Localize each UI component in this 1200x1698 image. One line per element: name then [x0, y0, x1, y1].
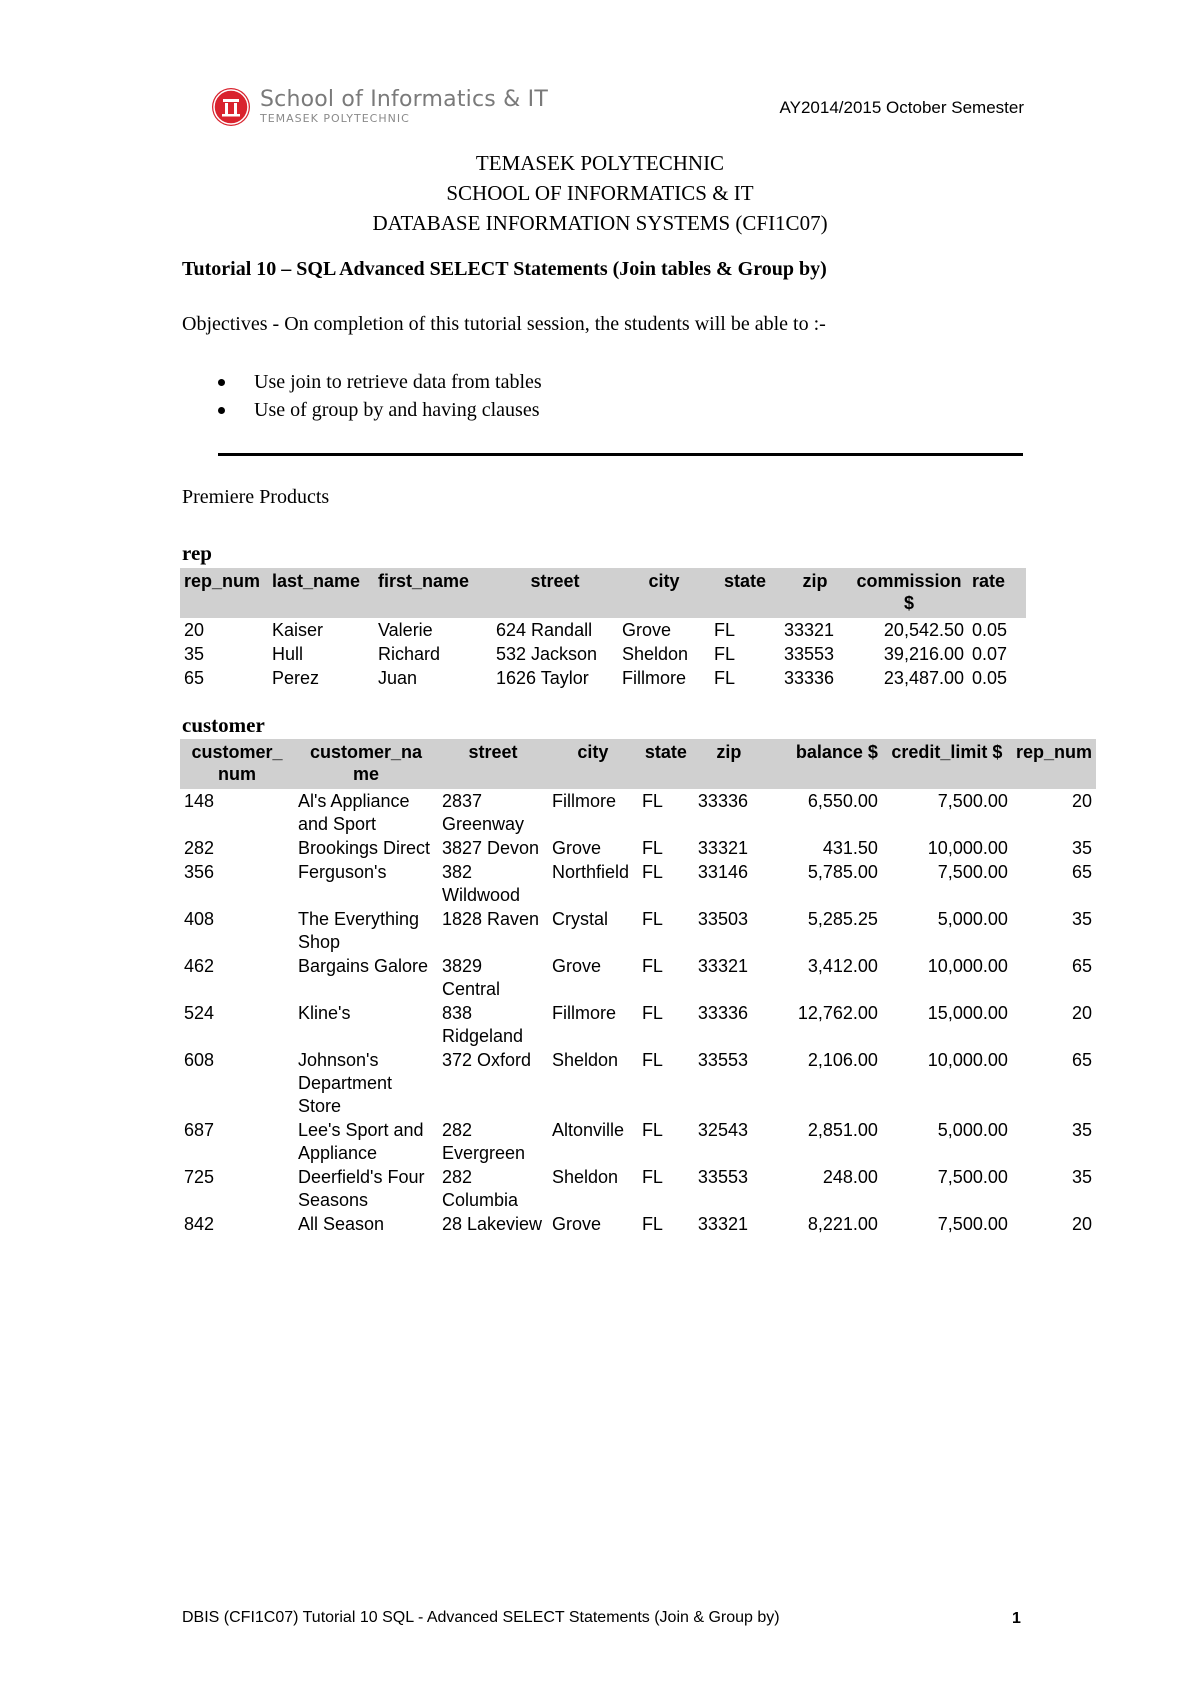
table-cell: 12,762.00: [797, 1003, 878, 1023]
table-cell: Juan: [378, 668, 418, 688]
table-cell: 0.05: [972, 620, 1008, 640]
table-cell: 524: [184, 1003, 215, 1023]
table-cell: Bargains Galore: [297, 956, 429, 976]
table-cell: 20: [1071, 1214, 1092, 1234]
table-cell: 33321: [697, 1214, 748, 1234]
table-cell: FL: [714, 668, 736, 688]
table-cell: 431.50: [822, 838, 878, 858]
table-cell: 462: [184, 956, 215, 976]
column-header: street: [492, 568, 618, 618]
table-cell: Brookings Direct: [297, 838, 431, 858]
column-header: first_name: [374, 568, 492, 618]
column-header: customer_na me: [294, 739, 438, 789]
table-cell: 725: [184, 1167, 215, 1187]
table-cell: 2,851.00: [807, 1120, 878, 1140]
column-header: customer_ num: [180, 739, 294, 789]
table-cell: 33321: [784, 620, 835, 640]
table-cell: 282: [184, 838, 215, 858]
list-item: Use join to retrieve data from tables: [218, 368, 542, 396]
table-cell: 28 Lakeview: [441, 1214, 543, 1234]
customer-table: [180, 739, 1096, 1236]
table-cell: 7,500.00: [937, 862, 1008, 882]
table-cell: 7,500.00: [937, 1167, 1008, 1187]
table-cell: Sheldon: [622, 644, 689, 664]
table-cell: 6,550.00: [807, 791, 878, 811]
column-header: street: [438, 739, 548, 789]
table-header-row: [180, 568, 1026, 618]
table-cell: 7,500.00: [937, 791, 1008, 811]
table-cell: 356: [184, 862, 215, 882]
column-header: balance $: [764, 739, 882, 789]
table-cell: 33553: [697, 1050, 748, 1070]
table-cell: 10,000.00: [927, 838, 1008, 858]
table-cell: 39,216.00: [883, 644, 964, 664]
table-cell: 65: [1071, 956, 1092, 976]
column-header: state: [710, 568, 780, 618]
table-row: [180, 860, 1096, 907]
table-cell: Fillmore: [622, 668, 687, 688]
customer-table-title: customer: [182, 713, 265, 737]
table-cell: FL: [641, 1003, 663, 1023]
table-cell: Valerie: [378, 620, 433, 640]
table-cell: 282 Evergreen: [441, 1120, 526, 1163]
table-cell: 3827 Devon: [441, 838, 540, 858]
table-cell: 5,285.25: [807, 909, 878, 929]
table-cell: 7,500.00: [937, 1214, 1008, 1234]
table-cell: Perez: [272, 668, 320, 688]
table-cell: Grove: [551, 956, 601, 976]
table-cell: Deerfield's Four Seasons: [297, 1167, 425, 1210]
table-cell: Sheldon: [551, 1167, 619, 1187]
rep-table-title: rep: [182, 541, 212, 565]
table-row: [180, 642, 1026, 666]
objectives-list: [218, 368, 542, 424]
table-cell: 5,000.00: [937, 1120, 1008, 1140]
column-header: rep_num: [1012, 739, 1096, 789]
table-cell: 5,000.00: [937, 909, 1008, 929]
table-cell: 624 Randall: [496, 620, 593, 640]
table-row: [180, 954, 1096, 1001]
table-cell: 65: [1071, 1050, 1092, 1070]
column-header: rep_num: [180, 568, 268, 618]
table-row: [180, 618, 1026, 642]
temasek-emblem-icon: [212, 88, 250, 126]
table-cell: Al's Appliance and Sport: [297, 791, 410, 834]
table-cell: Grove: [622, 620, 672, 640]
table-cell: 23,487.00: [883, 668, 964, 688]
table-cell: Ferguson's: [297, 862, 387, 882]
table-cell: 0.05: [972, 668, 1008, 688]
table-cell: 15,000.00: [927, 1003, 1008, 1023]
table-cell: 372 Oxford: [441, 1050, 532, 1070]
table-cell: FL: [641, 862, 663, 882]
table-cell: 33146: [697, 862, 748, 882]
table-cell: Altonville: [551, 1120, 624, 1140]
table-cell: 33336: [697, 791, 748, 811]
table-cell: 248.00: [822, 1167, 878, 1187]
table-cell: 148: [184, 791, 215, 811]
column-header: zip: [694, 739, 764, 789]
heading-line-1: TEMASEK POLYTECHNIC: [475, 151, 725, 175]
table-cell: 33503: [697, 909, 748, 929]
table-cell: Grove: [551, 1214, 601, 1234]
rep-table: [180, 568, 1026, 690]
heading-line-2: SCHOOL OF INFORMATICS & IT: [446, 181, 754, 205]
table-cell: All Season: [297, 1214, 385, 1234]
table-cell: 32543: [697, 1120, 748, 1140]
table-cell: FL: [641, 791, 663, 811]
table-row: [180, 1048, 1096, 1118]
table-cell: 408: [184, 909, 215, 929]
table-row: [180, 1212, 1096, 1236]
table-cell: Northfield: [551, 862, 629, 882]
logo-subtitle: TEMASEK POLYTECHNIC: [260, 112, 410, 125]
table-cell: 35: [1071, 909, 1092, 929]
table-cell: 35: [1071, 1167, 1092, 1187]
table-cell: 2,106.00: [807, 1050, 878, 1070]
column-header: state: [638, 739, 694, 789]
table-cell: 532 Jackson: [496, 644, 598, 664]
table-row: [180, 789, 1096, 836]
objectives-text: Objectives - On completion of this tutorial session, the students will be able to :-: [182, 313, 826, 335]
database-name: Premiere Products: [182, 486, 330, 508]
table-row: [180, 907, 1096, 954]
column-header: city: [618, 568, 710, 618]
table-cell: Johnson's Department Store: [297, 1050, 393, 1116]
school-logo: [212, 88, 548, 126]
table-cell: Fillmore: [551, 1003, 616, 1023]
heading-line-3: DATABASE INFORMATION SYSTEMS (CFI1C07): [372, 211, 828, 235]
table-cell: 33553: [784, 644, 835, 664]
table-cell: 35: [1071, 838, 1092, 858]
semester-label: AY2014/2015 October Semester: [779, 98, 1024, 117]
table-cell: 65: [1071, 862, 1092, 882]
table-cell: 842: [184, 1214, 215, 1234]
table-cell: Kline's: [297, 1003, 351, 1023]
section-divider: [218, 453, 1023, 456]
page-number: 1: [1012, 1610, 1021, 1627]
table-cell: FL: [641, 1050, 663, 1070]
table-cell: 20: [1071, 791, 1092, 811]
table-cell: 33321: [697, 838, 748, 858]
table-cell: 2837 Greenway: [441, 791, 525, 834]
table-cell: FL: [641, 1214, 663, 1234]
tutorial-title: Tutorial 10 – SQL Advanced SELECT Statements (Join tables & Group by): [182, 258, 827, 280]
column-header: credit_limit $: [882, 739, 1012, 789]
table-cell: 3,412.00: [807, 956, 878, 976]
table-cell: 5,785.00: [807, 862, 878, 882]
table-cell: Lee's Sport and Appliance: [297, 1120, 424, 1163]
table-cell: 838 Ridgeland: [441, 1003, 524, 1046]
table-cell: FL: [641, 1167, 663, 1187]
table-cell: FL: [641, 1120, 663, 1140]
table-cell: 0.07: [972, 644, 1008, 664]
table-cell: The Everything Shop: [297, 909, 420, 952]
page-footer: DBIS (CFI1C07) Tutorial 10 SQL - Advanced SELECT Statements (Join & Group by): [182, 1609, 780, 1626]
table-row: [180, 1001, 1096, 1048]
table-row: [180, 666, 1026, 690]
table-cell: Hull: [272, 644, 304, 664]
column-header: zip: [780, 568, 850, 618]
table-cell: FL: [714, 620, 736, 640]
table-cell: Crystal: [551, 909, 608, 929]
column-header: last_name: [268, 568, 374, 618]
table-header-row: [180, 739, 1096, 789]
list-item: Use of group by and having clauses: [218, 396, 542, 424]
table-cell: 3829 Central: [441, 956, 500, 999]
table-cell: 10,000.00: [927, 1050, 1008, 1070]
table-cell: FL: [641, 909, 663, 929]
table-row: [180, 836, 1096, 860]
table-cell: 1828 Raven: [441, 909, 540, 929]
table-cell: 33336: [697, 1003, 748, 1023]
table-cell: Grove: [551, 838, 601, 858]
table-cell: 687: [184, 1120, 215, 1140]
table-cell: 10,000.00: [927, 956, 1008, 976]
column-header: commission $: [850, 568, 968, 618]
table-cell: 33321: [697, 956, 748, 976]
table-cell: Sheldon: [551, 1050, 619, 1070]
table-cell: 20: [184, 620, 205, 640]
table-cell: Kaiser: [272, 620, 324, 640]
table-cell: 1626 Taylor: [496, 668, 589, 688]
table-cell: FL: [641, 838, 663, 858]
column-header: rate: [968, 568, 1026, 618]
document-heading: [0, 148, 1200, 238]
table-cell: FL: [714, 644, 736, 664]
table-cell: 35: [184, 644, 205, 664]
table-cell: FL: [641, 956, 663, 976]
table-cell: 608: [184, 1050, 215, 1070]
table-row: [180, 1118, 1096, 1165]
table-cell: 35: [1071, 1120, 1092, 1140]
table-cell: Fillmore: [551, 791, 616, 811]
table-cell: 20: [1071, 1003, 1092, 1023]
table-cell: 382 Wildwood: [441, 862, 520, 905]
table-cell: 33553: [697, 1167, 748, 1187]
column-header: city: [548, 739, 638, 789]
table-cell: 282 Columbia: [441, 1167, 519, 1210]
logo-title: School of Informatics & IT: [260, 87, 548, 112]
table-cell: 20,542.50: [883, 620, 964, 640]
table-row: [180, 1165, 1096, 1212]
table-cell: 33336: [784, 668, 835, 688]
table-cell: 8,221.00: [807, 1214, 878, 1234]
table-cell: Richard: [378, 644, 441, 664]
table-cell: 65: [184, 668, 205, 688]
